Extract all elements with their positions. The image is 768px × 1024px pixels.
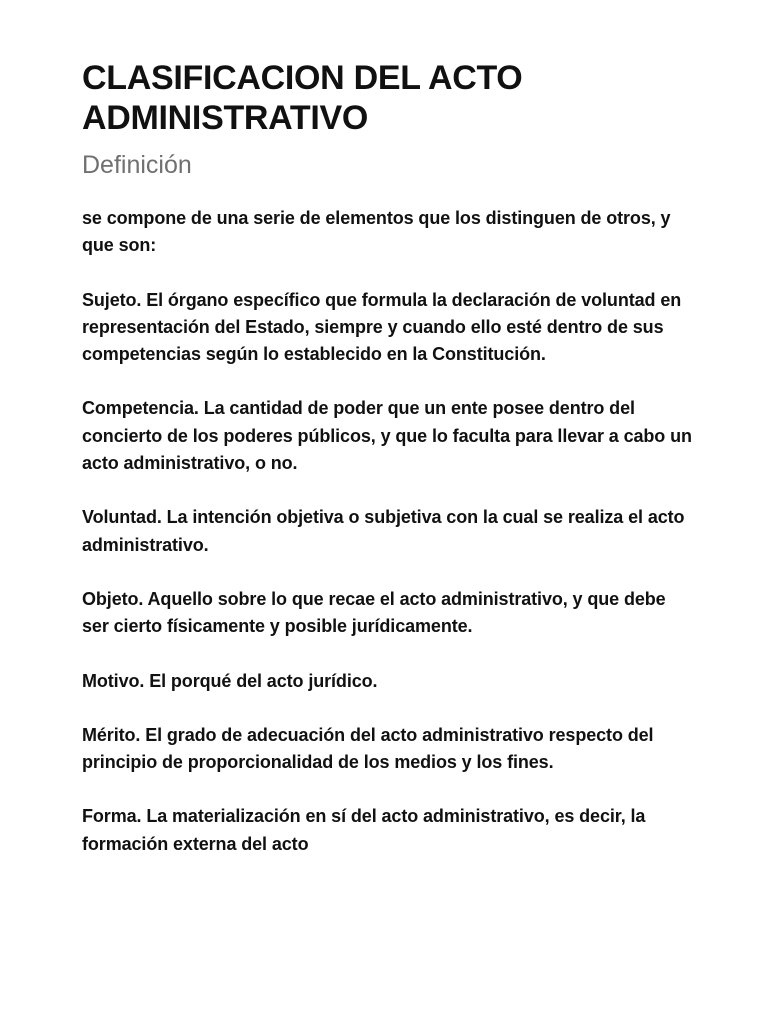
document-page: [82, 58, 692, 885]
paragraph-merito: Mérito. El grado de adecuación del acto administrativo respecto del principio de proporcionalidad de los medios y los fines.: [82, 724, 654, 773]
document-body: [82, 205, 692, 858]
title-line-1: CLASIFICACION DEL ACTO: [82, 59, 523, 97]
paragraph-voluntad: Voluntad. La intención objetiva o subjetiva con la cual se realiza el acto administrativo.: [82, 507, 685, 555]
document-title: [82, 58, 692, 138]
paragraph-motivo: Motivo. El porqué del acto jurídico.: [82, 670, 378, 691]
document-subtitle: Definición: [82, 151, 192, 179]
paragraph-forma: Forma. La materialización en sí del acto administrativo, es decir, la formación externa del acto: [82, 806, 646, 854]
paragraph-intro: se compone de una serie de elementos que los distinguen de otros, y que son:: [82, 208, 671, 256]
paragraph-sujeto: Sujeto. El órgano específico que formula la declaración de voluntad en representación del Estado, siempre y cuando ello esté dentro de sus competencias según lo establecido en la Constitución.: [82, 289, 682, 365]
title-line-2: ADMINISTRATIVO: [82, 99, 369, 137]
paragraph-competencia: Competencia. La cantidad de poder que un ente posee dentro del concierto de los poderes públicos, y que lo faculta para llevar a cabo un acto administrativo, o no.: [82, 398, 692, 474]
paragraph-objeto: Objeto. Aquello sobre lo que recae el acto administrativo, y que debe ser cierto físicamente y posible jurídicamente.: [82, 588, 666, 637]
